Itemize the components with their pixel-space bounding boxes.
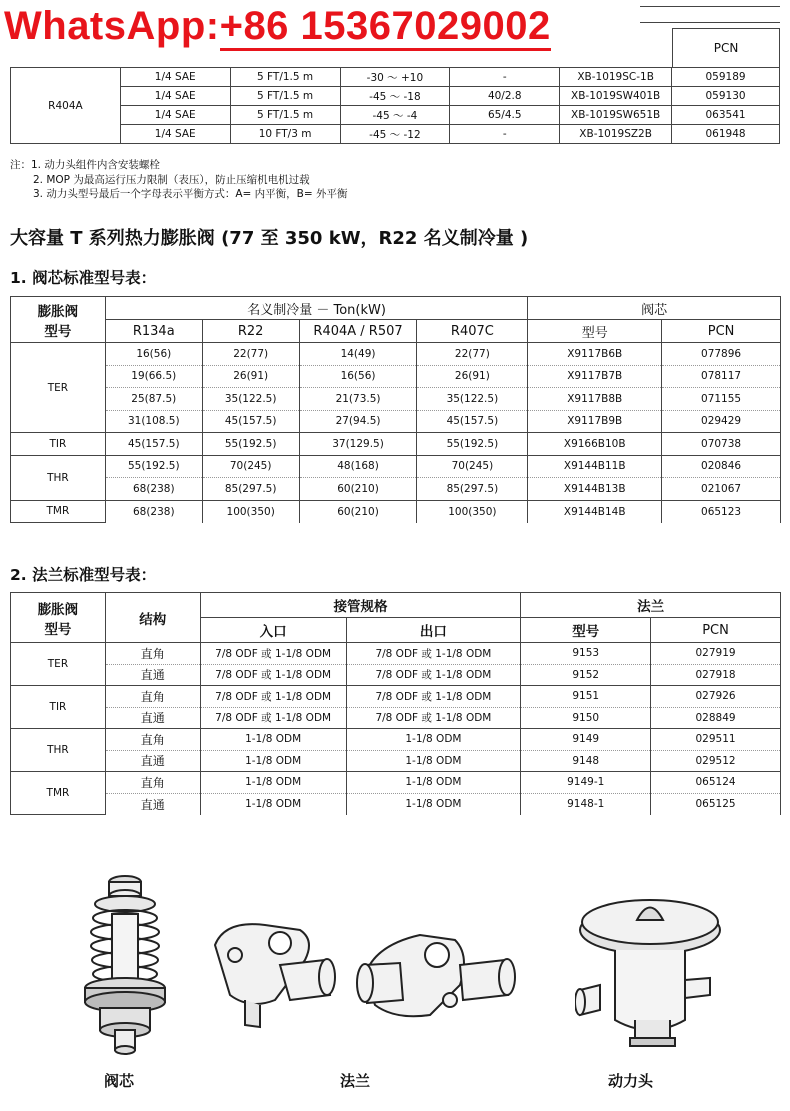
- table-cell: 1-1/8 ODM: [346, 793, 521, 815]
- fl-col-connection: 接管规格: [200, 593, 521, 618]
- table-cell: 9149: [521, 729, 651, 751]
- table-cell: 027918: [651, 664, 781, 686]
- valve-core-heading: 1. 阀芯标准型号表：: [10, 269, 157, 287]
- model-cell: TMR: [11, 500, 106, 523]
- table-cell: 35(122.5): [417, 388, 528, 411]
- table-row: [11, 793, 781, 815]
- table-cell: 070738: [662, 433, 781, 456]
- table-cell: 45(157.5): [417, 410, 528, 433]
- table-row: [11, 500, 781, 523]
- table-row: [11, 750, 781, 772]
- table-cell: XB-1019SZ2B: [560, 125, 672, 144]
- table-cell: 1-1/8 ODM: [200, 793, 346, 815]
- table-cell: XB-1019SW651B: [560, 106, 672, 125]
- table-cell: 85(297.5): [417, 478, 528, 501]
- table-cell: 7/8 ODF 或 1-1/8 ODM: [200, 664, 346, 686]
- table-cell: 9150: [521, 707, 651, 729]
- vc-sub-model: 型号: [528, 320, 662, 343]
- table-row: [11, 365, 781, 388]
- table-cell: -: [450, 125, 560, 144]
- table-cell: 9148-1: [521, 793, 651, 815]
- table-cell: 061948: [672, 125, 780, 144]
- table-cell: 9148: [521, 750, 651, 772]
- table-cell: -45 ～ -18: [340, 87, 450, 106]
- table-cell: 22(77): [417, 343, 528, 366]
- valve-core-illustration: [70, 870, 180, 1060]
- table-cell: 直通: [105, 793, 200, 815]
- table-row: [11, 68, 780, 87]
- table-cell: 059189: [672, 68, 780, 87]
- model-cell: TIR: [11, 686, 106, 729]
- vc-sub-r404a: R404A / R507: [299, 320, 417, 343]
- table-cell: 7/8 ODF 或 1-1/8 ODM: [346, 686, 521, 708]
- table-cell: 22(77): [202, 343, 299, 366]
- table-cell: 85(297.5): [202, 478, 299, 501]
- table-cell: 100(350): [417, 500, 528, 523]
- table-cell: 37(129.5): [299, 433, 417, 456]
- table-cell: 68(238): [105, 478, 202, 501]
- table-row: [11, 643, 781, 665]
- table-cell: 1/4 SAE: [120, 125, 230, 144]
- table-cell: X9166B10B: [528, 433, 662, 456]
- table-cell: 直角: [105, 643, 200, 665]
- table-row: [11, 455, 781, 478]
- table-cell: XB-1019SW401B: [560, 87, 672, 106]
- note-1: 注：1. 动力头组件内含安装螺栓: [10, 159, 160, 171]
- table-cell: 1-1/8 ODM: [200, 772, 346, 794]
- table-row: [11, 410, 781, 433]
- flange-illustration: [205, 905, 545, 1040]
- vc-sub-r22: R22: [202, 320, 299, 343]
- table-cell: 063541: [672, 106, 780, 125]
- table-cell: 27(94.5): [299, 410, 417, 433]
- table-cell: X9117B9B: [528, 410, 662, 433]
- model-cell: THR: [11, 729, 106, 772]
- table-cell: 25(87.5): [105, 388, 202, 411]
- table-cell: 14(49): [299, 343, 417, 366]
- notes: [10, 158, 348, 202]
- fl-sub-outlet: 出口: [346, 618, 521, 643]
- table-cell: 1-1/8 ODM: [200, 750, 346, 772]
- table-cell: 65/4.5: [450, 106, 560, 125]
- refrigerant-cell: R404A: [11, 68, 121, 144]
- table-cell: 020846: [662, 455, 781, 478]
- model-cell: TIR: [11, 433, 106, 456]
- table-row: [11, 478, 781, 501]
- table-cell: 19(66.5): [105, 365, 202, 388]
- table-cell: 071155: [662, 388, 781, 411]
- caption-flange: 法兰: [340, 1072, 371, 1090]
- table-cell: 直通: [105, 750, 200, 772]
- table-cell: 直角: [105, 729, 200, 751]
- valve-core-table: [10, 296, 781, 523]
- table-row: [11, 707, 781, 729]
- table-row: [11, 388, 781, 411]
- table-cell: X9144B13B: [528, 478, 662, 501]
- table-cell: 26(91): [202, 365, 299, 388]
- model-cell: TER: [11, 643, 106, 686]
- table-cell: 26(91): [417, 365, 528, 388]
- fl-sub-inlet: 入口: [200, 618, 346, 643]
- vc-sub-pcn: PCN: [662, 320, 781, 343]
- table-cell: 7/8 ODF 或 1-1/8 ODM: [200, 686, 346, 708]
- table-cell: -30 ～ +10: [340, 68, 450, 87]
- table-cell: -: [450, 68, 560, 87]
- table-cell: 065125: [651, 793, 781, 815]
- table-cell: 7/8 ODF 或 1-1/8 ODM: [200, 643, 346, 665]
- table-row: [11, 729, 781, 751]
- table-row: [11, 343, 781, 366]
- table-cell: 9149-1: [521, 772, 651, 794]
- table-cell: 70(245): [202, 455, 299, 478]
- caption-power-head: 动力头: [608, 1072, 654, 1090]
- table-row: [11, 772, 781, 794]
- top-rule-2: [640, 22, 780, 23]
- table-row: [11, 87, 780, 106]
- table-cell: 7/8 ODF 或 1-1/8 ODM: [346, 643, 521, 665]
- table-cell: 5 FT/1.5 m: [230, 106, 340, 125]
- table-row: [11, 664, 781, 686]
- table-cell: 1-1/8 ODM: [200, 729, 346, 751]
- table-cell: 1/4 SAE: [120, 87, 230, 106]
- table-cell: 7/8 ODF 或 1-1/8 ODM: [346, 664, 521, 686]
- fl-col-flange: 法兰: [521, 593, 781, 618]
- table-row: [11, 433, 781, 456]
- table-cell: 70(245): [417, 455, 528, 478]
- table-cell: 16(56): [299, 365, 417, 388]
- caption-core: 阀芯: [104, 1072, 135, 1090]
- table-cell: 9153: [521, 643, 651, 665]
- vc-sub-r134a: R134a: [105, 320, 202, 343]
- table-row: [11, 125, 780, 144]
- fl-sub-model: 型号: [521, 618, 651, 643]
- vc-col-model: 膨胀阀 型号: [11, 297, 106, 343]
- power-head-illustration: [575, 890, 725, 1050]
- table-cell: 直通: [105, 707, 200, 729]
- table-cell: -45 ～ -12: [340, 125, 450, 144]
- table-cell: 45(157.5): [105, 433, 202, 456]
- table-cell: 31(108.5): [105, 410, 202, 433]
- fl-sub-pcn: PCN: [651, 618, 781, 643]
- table-cell: 10 FT/3 m: [230, 125, 340, 144]
- table-cell: 55(192.5): [202, 433, 299, 456]
- table-cell: X9144B11B: [528, 455, 662, 478]
- table-row: [11, 106, 780, 125]
- model-cell: TMR: [11, 772, 106, 815]
- vc-col-core: 阀芯: [528, 297, 781, 320]
- table-cell: 028849: [651, 707, 781, 729]
- table-cell: 7/8 ODF 或 1-1/8 ODM: [346, 707, 521, 729]
- vc-sub-r407c: R407C: [417, 320, 528, 343]
- table-cell: 60(210): [299, 478, 417, 501]
- note-2: 2. MOP 为最高运行压力限制（表压），防止压缩机电机过载: [33, 173, 310, 186]
- table-cell: 45(157.5): [202, 410, 299, 433]
- table-cell: 100(350): [202, 500, 299, 523]
- table-cell: 60(210): [299, 500, 417, 523]
- table-cell: 027926: [651, 686, 781, 708]
- table-cell: X9117B8B: [528, 388, 662, 411]
- whatsapp-prefix: WhatsApp:: [4, 4, 220, 48]
- note-3: 3. 动力头型号最后一个字母表示平衡方式：A= 内平衡，B= 外平衡: [33, 188, 348, 200]
- table-cell: 9151: [521, 686, 651, 708]
- table-cell: 1-1/8 ODM: [346, 729, 521, 751]
- table-cell: 1/4 SAE: [120, 106, 230, 125]
- table-cell: 029429: [662, 410, 781, 433]
- table-cell: 9152: [521, 664, 651, 686]
- table-cell: 直通: [105, 664, 200, 686]
- table-cell: 059130: [672, 87, 780, 106]
- model-cell: THR: [11, 455, 106, 500]
- fl-col-model: 膨胀阀 型号: [11, 593, 106, 643]
- table-cell: 027919: [651, 643, 781, 665]
- table-cell: 029512: [651, 750, 781, 772]
- table-cell: XB-1019SC-1B: [560, 68, 672, 87]
- flange-table: [10, 592, 781, 815]
- table-row: [11, 686, 781, 708]
- table-cell: 7/8 ODF 或 1-1/8 ODM: [200, 707, 346, 729]
- top-rule: [640, 6, 780, 28]
- table-cell: 065124: [651, 772, 781, 794]
- table-cell: 029511: [651, 729, 781, 751]
- power-head-table: [10, 67, 780, 144]
- fl-col-structure: 结构: [105, 593, 200, 643]
- table-cell: 021067: [662, 478, 781, 501]
- flange-heading: 2. 法兰标准型号表：: [10, 566, 157, 584]
- table-cell: X9117B6B: [528, 343, 662, 366]
- table-cell: 55(192.5): [105, 455, 202, 478]
- table-cell: 1/4 SAE: [120, 68, 230, 87]
- table-cell: 55(192.5): [417, 433, 528, 456]
- table-cell: 078117: [662, 365, 781, 388]
- section-title: 大容量 T 系列热力膨胀阀 (77 至 350 kW，R22 名义制冷量 ): [10, 228, 529, 249]
- table-cell: 1-1/8 ODM: [346, 772, 521, 794]
- table-cell: X9144B14B: [528, 500, 662, 523]
- table-cell: 68(238): [105, 500, 202, 523]
- table-cell: 16(56): [105, 343, 202, 366]
- table-cell: 35(122.5): [202, 388, 299, 411]
- table-cell: 40/2.8: [450, 87, 560, 106]
- table-cell: 077896: [662, 343, 781, 366]
- table-cell: X9117B7B: [528, 365, 662, 388]
- table-cell: 1-1/8 ODM: [346, 750, 521, 772]
- table-cell: 5 FT/1.5 m: [230, 87, 340, 106]
- whatsapp-number: +86 15367029002: [220, 4, 551, 51]
- table-cell: 直角: [105, 686, 200, 708]
- table-cell: 5 FT/1.5 m: [230, 68, 340, 87]
- table-cell: 48(168): [299, 455, 417, 478]
- top-pcn-header: PCN: [672, 28, 780, 67]
- table-cell: 直角: [105, 772, 200, 794]
- table-cell: 21(73.5): [299, 388, 417, 411]
- model-cell: TER: [11, 343, 106, 433]
- table-cell: 065123: [662, 500, 781, 523]
- whatsapp-watermark: [4, 4, 551, 49]
- table-cell: -45 ～ -4: [340, 106, 450, 125]
- vc-col-capacity: 名义制冷量 － Ton(kW): [105, 297, 527, 320]
